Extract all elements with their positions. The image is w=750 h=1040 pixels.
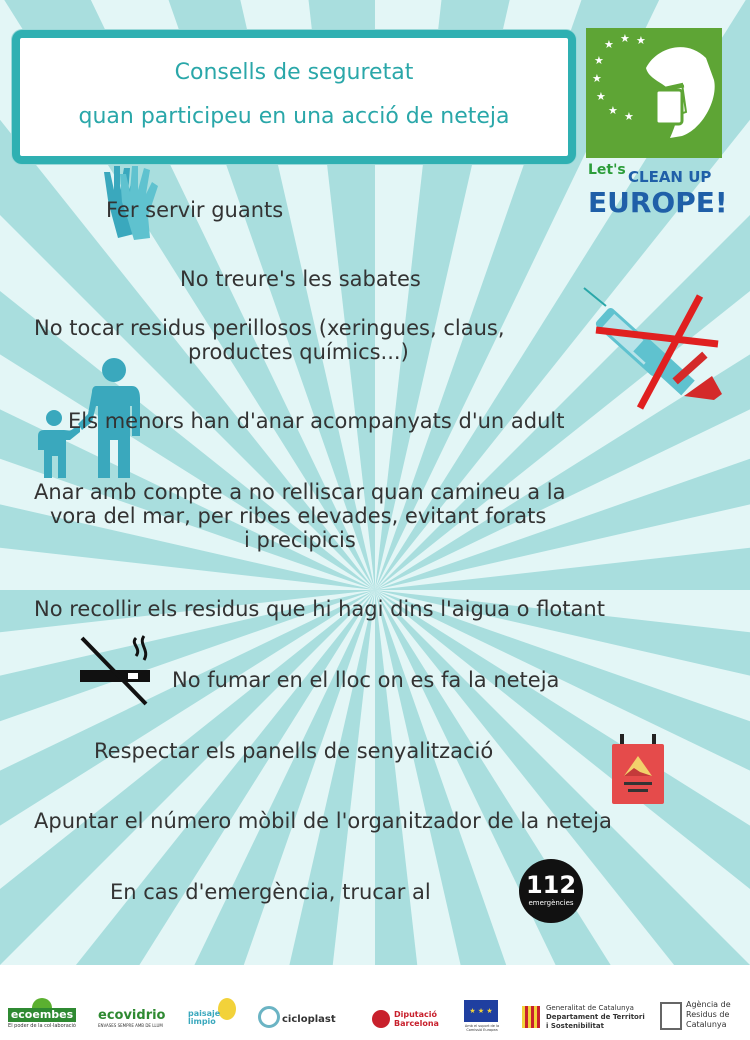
svg-text:★: ★ xyxy=(624,110,634,123)
tip-no-smoking: No fumar en el lloc on es fa la neteja xyxy=(172,668,560,692)
generalitat-line1: Generalitat de Catalunya xyxy=(546,1004,634,1012)
logo-lets: Let's xyxy=(588,162,626,178)
svg-text:★: ★ xyxy=(636,34,646,47)
ecoembes-tagline: El poder de la col·laboració xyxy=(8,1023,76,1029)
agencia-line2: Residus de xyxy=(686,1010,730,1019)
tip-gloves: Fer servir guants xyxy=(106,198,284,222)
ecovidrio-logo xyxy=(98,1008,170,1032)
logo-europe: EUROPE! xyxy=(588,186,728,219)
cicloplast-swirl-icon xyxy=(258,1006,280,1028)
syringe-crossed-icon xyxy=(580,280,730,420)
eu-flag-logo xyxy=(460,1000,504,1036)
tip-slip-line1: Anar amb compte a no relliscar quan camineu a la xyxy=(34,480,566,504)
eu-flag-icon: ★ ★ ★ xyxy=(464,1000,498,1022)
agencia-line1: Agència de xyxy=(686,1000,731,1009)
svg-text:★: ★ xyxy=(604,38,614,51)
tip-hazardous-line1: No tocar residus perillosos (xeringues, claus, xyxy=(34,316,505,340)
logo-green-panel xyxy=(586,28,722,158)
eu-tagline: Amb el suport de la Comissió Europea xyxy=(464,1024,500,1032)
senyera-icon xyxy=(522,1006,540,1028)
cicloplast-name: cicloplast xyxy=(282,1014,336,1025)
leaf-icon xyxy=(32,998,52,1008)
signboard-icon xyxy=(610,734,666,806)
ecovidrio-tagline: ENVASES SEMPRE AMB DE LLUM xyxy=(98,1023,163,1028)
title-line-1: Consells de seguretat xyxy=(174,60,414,85)
lets-clean-up-europe-logo xyxy=(584,28,728,224)
tip-signs: Respectar els panells de senyalització xyxy=(94,739,494,763)
title-line-2: quan participeu en una acció de neteja xyxy=(78,104,510,129)
svg-text:★: ★ xyxy=(620,32,630,45)
diputacio-logo xyxy=(372,1008,442,1032)
ecoembes-name: ecoembes xyxy=(8,1008,76,1022)
agencia-line3: Catalunya xyxy=(686,1020,727,1029)
diputacio-emblem-icon xyxy=(372,1010,390,1028)
badge-number: 112 xyxy=(525,871,577,899)
badge-label: emergències xyxy=(528,899,574,907)
agencia-emblem-icon xyxy=(660,1002,682,1030)
title-box xyxy=(12,30,576,164)
eu-stars-hand-icon xyxy=(586,28,722,158)
tip-slip-line3: i precipicis xyxy=(244,528,356,552)
ecovidrio-name: ecovidrio xyxy=(98,1008,166,1023)
svg-text:★: ★ xyxy=(592,72,602,85)
emergency-112-badge xyxy=(519,859,583,923)
logo-cleanup: CLEAN UP xyxy=(628,168,712,186)
diputacio-name: Diputació Barcelona xyxy=(394,1010,439,1028)
tip-minors: Els menors han d'anar acompanyats d'un adult xyxy=(68,409,565,433)
paisaje-name: paisaje limpio xyxy=(188,1009,221,1026)
generalitat-logo xyxy=(522,1004,646,1034)
tip-water: No recollir els residus que hi hagi dins l'aigua o flotant xyxy=(34,597,605,621)
svg-text:★: ★ xyxy=(608,104,618,117)
generalitat-line3: i Sostenibilitat xyxy=(546,1022,604,1030)
generalitat-line2: Departament de Territori xyxy=(546,1013,645,1021)
agencia-residus-logo xyxy=(660,1000,746,1034)
cicloplast-logo xyxy=(258,1006,344,1030)
tip-emergency: En cas d'emergència, trucar al xyxy=(110,880,431,904)
tip-hazardous-line2: productes químics...) xyxy=(188,340,409,364)
svg-text:★: ★ xyxy=(596,90,606,103)
tip-shoes: No treure's les sabates xyxy=(180,267,421,291)
ecoembes-logo xyxy=(8,998,76,1032)
no-smoking-icon xyxy=(78,634,154,708)
svg-text:★: ★ xyxy=(594,54,604,67)
paisaje-limpio-logo xyxy=(188,998,240,1034)
tip-slip-line2: vora del mar, per ribes elevades, evitant forats xyxy=(50,504,547,528)
tip-phone: Apuntar el número mòbil de l'organitzador de la neteja xyxy=(34,809,612,833)
